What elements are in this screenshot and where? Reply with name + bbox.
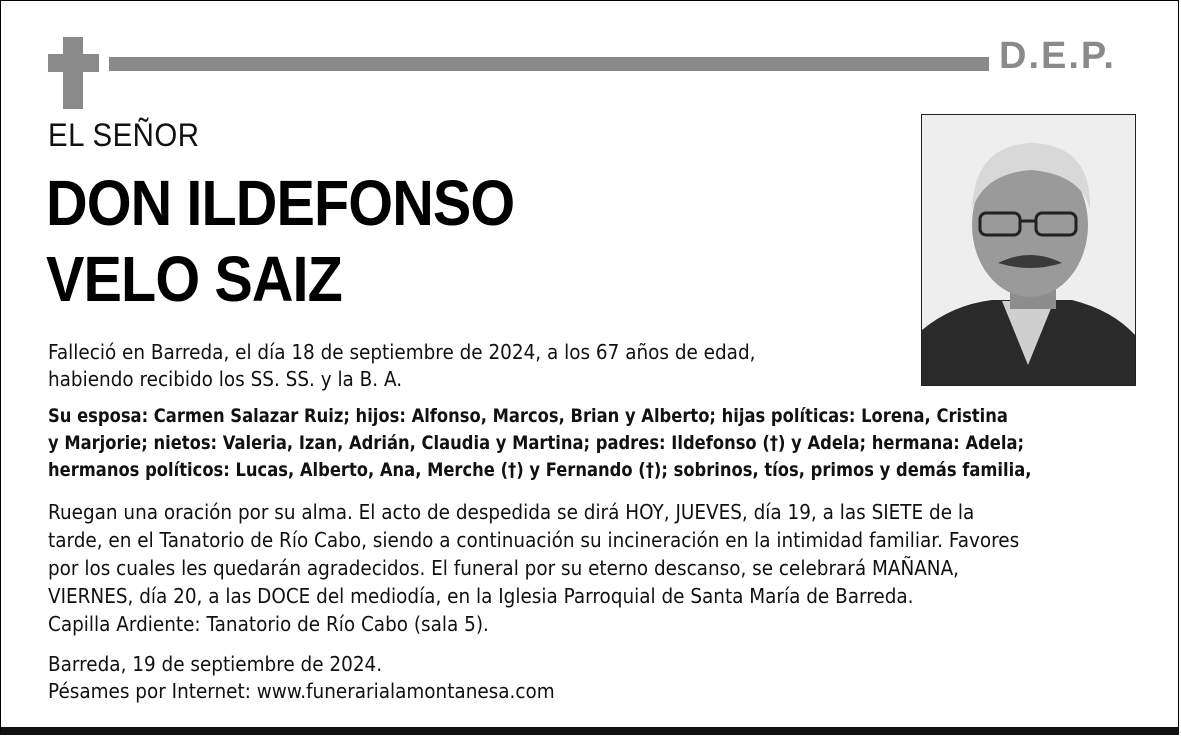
- family-line-1: Su esposa: Carmen Salazar Ruiz; hijos: Alfonso, Marcos, Brian y Alberto; hijas políticas: Lorena, Cristina: [48, 405, 1008, 427]
- family-paragraph: [48, 403, 1031, 484]
- date-line: Barreda, 19 de septiembre de 2024.: [48, 652, 383, 676]
- family-line-2: y Marjorie; nietos: Valeria, Izan, Adrián, Claudia y Martina; padres: Ildefonso (†) y Adela; hermana: Adela;: [48, 432, 1025, 454]
- name-line-1: DON ILDEFONSO: [46, 167, 515, 239]
- ceremony-line-5: Capilla Ardiente: Tanatorio de Río Cabo (sala 5).: [48, 612, 489, 636]
- portrait-photo: [921, 114, 1136, 386]
- cross-icon-bar: [48, 54, 99, 72]
- family-line-3: hermanos políticos: Lucas, Alberto, Ana, Merche (†) y Fernando (†); sobrinos, tíos, primos y demás familia,: [48, 459, 1032, 481]
- ceremony-paragraph: [48, 498, 1019, 638]
- portrait-image: [922, 115, 1135, 385]
- death-line-2: habiendo recibido los SS. SS. y la B. A.: [48, 367, 403, 391]
- footer: [48, 651, 555, 705]
- header-rule: [109, 57, 989, 71]
- death-paragraph: [48, 339, 755, 393]
- ceremony-line-3: por los cuales les quedarán agradecidos. El funeral por su eterno descanso, se celebrará MAÑANA,: [48, 556, 960, 580]
- cross-icon: [63, 37, 83, 109]
- ceremony-line-2: tarde, en el Tanatorio de Río Cabo, siendo a continuación su incineración en la intimidad familiar. Favores: [48, 528, 1020, 552]
- honorific-title: EL SEÑOR: [48, 117, 200, 153]
- ceremony-line-1: Ruegan una oración por su alma. El acto de despedida se dirá HOY, JUEVES, día 19, a las SIETE de la: [48, 500, 975, 524]
- dep-mark: D.E.P.: [999, 35, 1116, 77]
- ceremony-line-4: VIERNES, día 20, a las DOCE del mediodía, en la Iglesia Parroquial de Santa María de Barreda.: [48, 584, 914, 608]
- name-line-2: VELO SAIZ: [46, 243, 342, 315]
- web-condolences-line: Pésames por Internet: www.funerarialamontanesa.com: [48, 679, 555, 703]
- death-line-1: Falleció en Barreda, el día 18 de septiembre de 2024, a los 67 años de edad,: [48, 340, 756, 364]
- deceased-name: [46, 165, 514, 317]
